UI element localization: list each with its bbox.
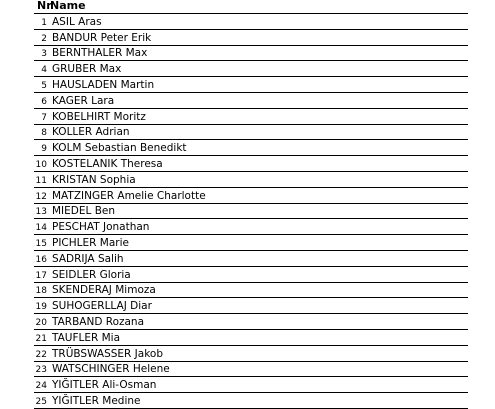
student-name: WATSCHINGER Helene [52, 363, 170, 376]
row-number: 15 [35, 238, 47, 249]
row-number: 19 [35, 302, 47, 313]
table-row [34, 156, 468, 172]
row-number: 25 [35, 396, 47, 407]
table-row [34, 235, 468, 251]
row-number: 16 [35, 254, 47, 265]
row-number: 12 [35, 191, 47, 202]
student-name: KOSTELANIK Theresa [52, 157, 163, 170]
table-row [34, 109, 468, 125]
student-name: TRÜBSWASSER Jakob [52, 347, 163, 360]
row-number: 7 [41, 112, 47, 123]
table-row [34, 283, 468, 299]
row-number: 11 [35, 175, 47, 186]
row-number: 5 [41, 80, 47, 91]
row-number: 2 [41, 33, 47, 44]
table-row [34, 377, 468, 393]
row-number: 8 [41, 128, 47, 139]
row-number: 17 [35, 270, 47, 281]
table-row [34, 46, 468, 62]
row-number: 20 [35, 317, 47, 328]
row-number: 22 [35, 349, 47, 360]
row-number: 4 [41, 65, 47, 76]
table-row [34, 314, 468, 330]
table-row [34, 298, 468, 314]
row-number: 18 [35, 286, 47, 297]
student-name: SUHOGERLLAJ Diar [52, 300, 152, 313]
student-name: ASIL Aras [52, 15, 102, 28]
student-name: KAGER Lara [52, 94, 115, 107]
row-number: 14 [35, 223, 47, 234]
table-row [34, 93, 468, 109]
student-name: BANDUR Peter Erik [52, 31, 152, 44]
table-row [34, 204, 468, 220]
table-row [34, 251, 468, 267]
table-row [34, 125, 468, 141]
table-row [34, 330, 468, 346]
student-name: SKENDERAJ Mimoza [52, 284, 156, 297]
table-row [34, 61, 468, 77]
student-name: TAUFLER Mia [52, 331, 121, 344]
table-row [34, 77, 468, 93]
row-number: 21 [35, 333, 47, 344]
student-name: KRISTAN Sophia [52, 173, 136, 186]
table-body [34, 14, 468, 409]
student-name: YIĞITLER Ali-Osman [52, 379, 157, 392]
student-name: KOLLER Adrian [52, 126, 130, 139]
table-row [34, 14, 468, 30]
header-name: Name [50, 0, 86, 12]
table-row [34, 362, 468, 378]
table-row [34, 393, 468, 409]
student-name: HAUSLADEN Martin [52, 78, 155, 91]
row-number: 23 [35, 365, 47, 376]
row-number: 1 [41, 17, 47, 28]
student-name: KOBELHIRT Moritz [52, 110, 146, 123]
header-nr: Nr [37, 0, 52, 12]
row-number: 24 [35, 381, 47, 392]
table-row [34, 219, 468, 235]
table-row [34, 140, 468, 156]
student-name: PESCHAT Jonathan [52, 221, 150, 234]
student-name: GRUBER Max [52, 63, 122, 76]
table-row [34, 30, 468, 46]
student-name: YIĞITLER Medine [52, 394, 141, 407]
student-name: MIEDEL Ben [52, 205, 116, 218]
student-name: TARBAND Rozana [52, 315, 145, 328]
table-header [34, 0, 468, 14]
student-name: BERNTHALER Max [52, 47, 148, 60]
table-row [34, 267, 468, 283]
row-number: 3 [41, 49, 47, 60]
row-number: 9 [41, 144, 47, 155]
student-name: SADRIJA Salih [52, 252, 124, 265]
table-row [34, 346, 468, 362]
row-number: 13 [35, 207, 47, 218]
student-name: SEIDLER Gloria [52, 268, 131, 281]
row-number: 10 [35, 159, 47, 170]
student-name: MATZINGER Amelie Charlotte [52, 189, 206, 202]
table-row [34, 188, 468, 204]
table-row [34, 172, 468, 188]
class-list-table [34, 0, 468, 409]
row-number: 6 [41, 96, 47, 107]
student-name: PICHLER Marie [52, 236, 129, 249]
student-name: KOLM Sebastian Benedikt [52, 142, 187, 155]
